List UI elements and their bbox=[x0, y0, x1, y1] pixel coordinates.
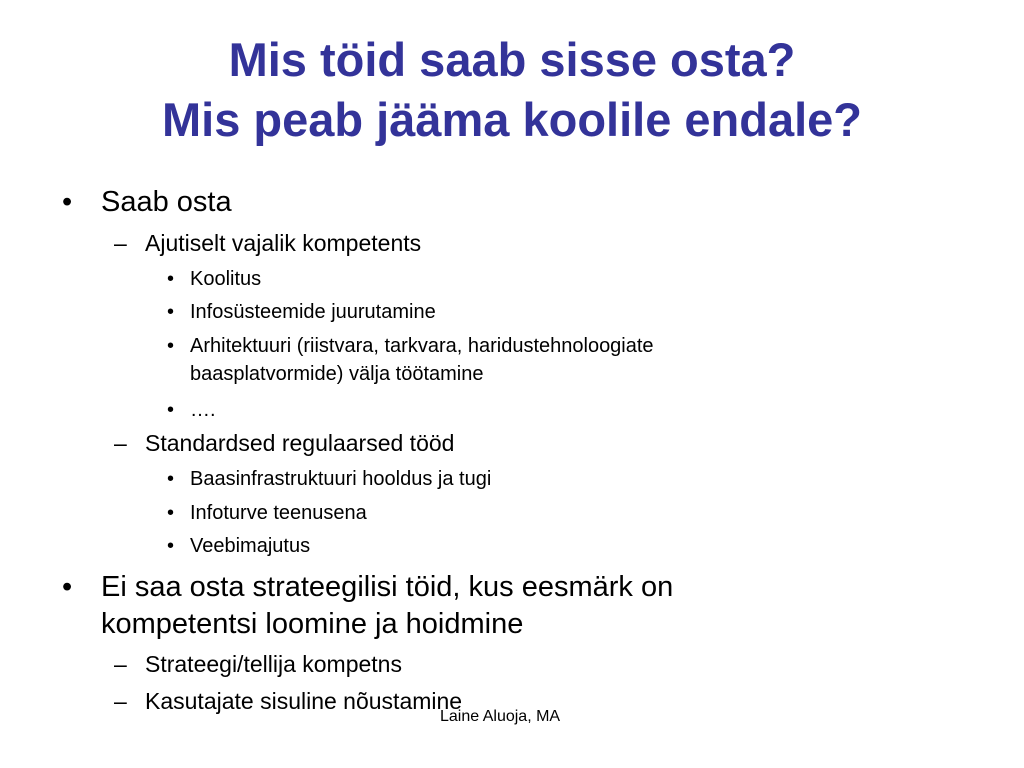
subbullet-text: Kasutajate sisuline nõustamine bbox=[145, 688, 463, 714]
bullet-marker: • bbox=[167, 468, 175, 490]
list-item-text: Baasinfrastruktuuri hooldus ja tugi bbox=[190, 468, 492, 490]
subbullet-text: Standardsed regulaarsed tööd bbox=[145, 430, 455, 456]
list-item-text: Veebimajutus bbox=[190, 535, 311, 557]
bullet-marker: • bbox=[167, 502, 175, 524]
title-line-1: Mis töid saab sisse osta? bbox=[228, 33, 796, 86]
bullet-marker: • bbox=[167, 268, 175, 290]
list-item-text: …. bbox=[190, 399, 216, 421]
dash-marker: – bbox=[114, 230, 127, 256]
list-item-text: Koolitus bbox=[190, 268, 262, 290]
dash-marker: – bbox=[114, 688, 127, 714]
list-item-text: Infoturve teenusena bbox=[190, 502, 367, 524]
bullet-marker: • bbox=[167, 399, 175, 421]
footer-author: Laine Aluoja, MA bbox=[440, 708, 561, 725]
bullet-text: Ei saa osta strateegilisi töid, kus eesmärk on bbox=[101, 571, 674, 603]
bullet-marker: • bbox=[167, 535, 175, 557]
list-item-text: Arhitektuuri (riistvara, tarkvara, haridustehnoloogiate bbox=[190, 335, 654, 357]
bullet-text: Saab osta bbox=[101, 186, 232, 218]
dash-marker: – bbox=[114, 651, 127, 677]
bullet-text-continued: kompetentsi loomine ja hoidmine bbox=[101, 608, 524, 640]
subbullet-text: Ajutiselt vajalik kompetents bbox=[145, 230, 422, 256]
subbullet-text: Strateegi/tellija kompetns bbox=[145, 651, 402, 677]
dash-marker: – bbox=[114, 430, 127, 456]
title-line-2: Mis peab jääma koolile endale? bbox=[161, 93, 863, 146]
bullet-marker: • bbox=[62, 571, 73, 603]
list-item-text: Infosüsteemide juurutamine bbox=[190, 301, 436, 323]
bullet-marker: • bbox=[62, 186, 73, 218]
bullet-marker: • bbox=[167, 301, 175, 323]
bullet-marker: • bbox=[167, 335, 175, 357]
list-item-text-continued: baasplatvormide) välja töötamine bbox=[190, 363, 484, 385]
